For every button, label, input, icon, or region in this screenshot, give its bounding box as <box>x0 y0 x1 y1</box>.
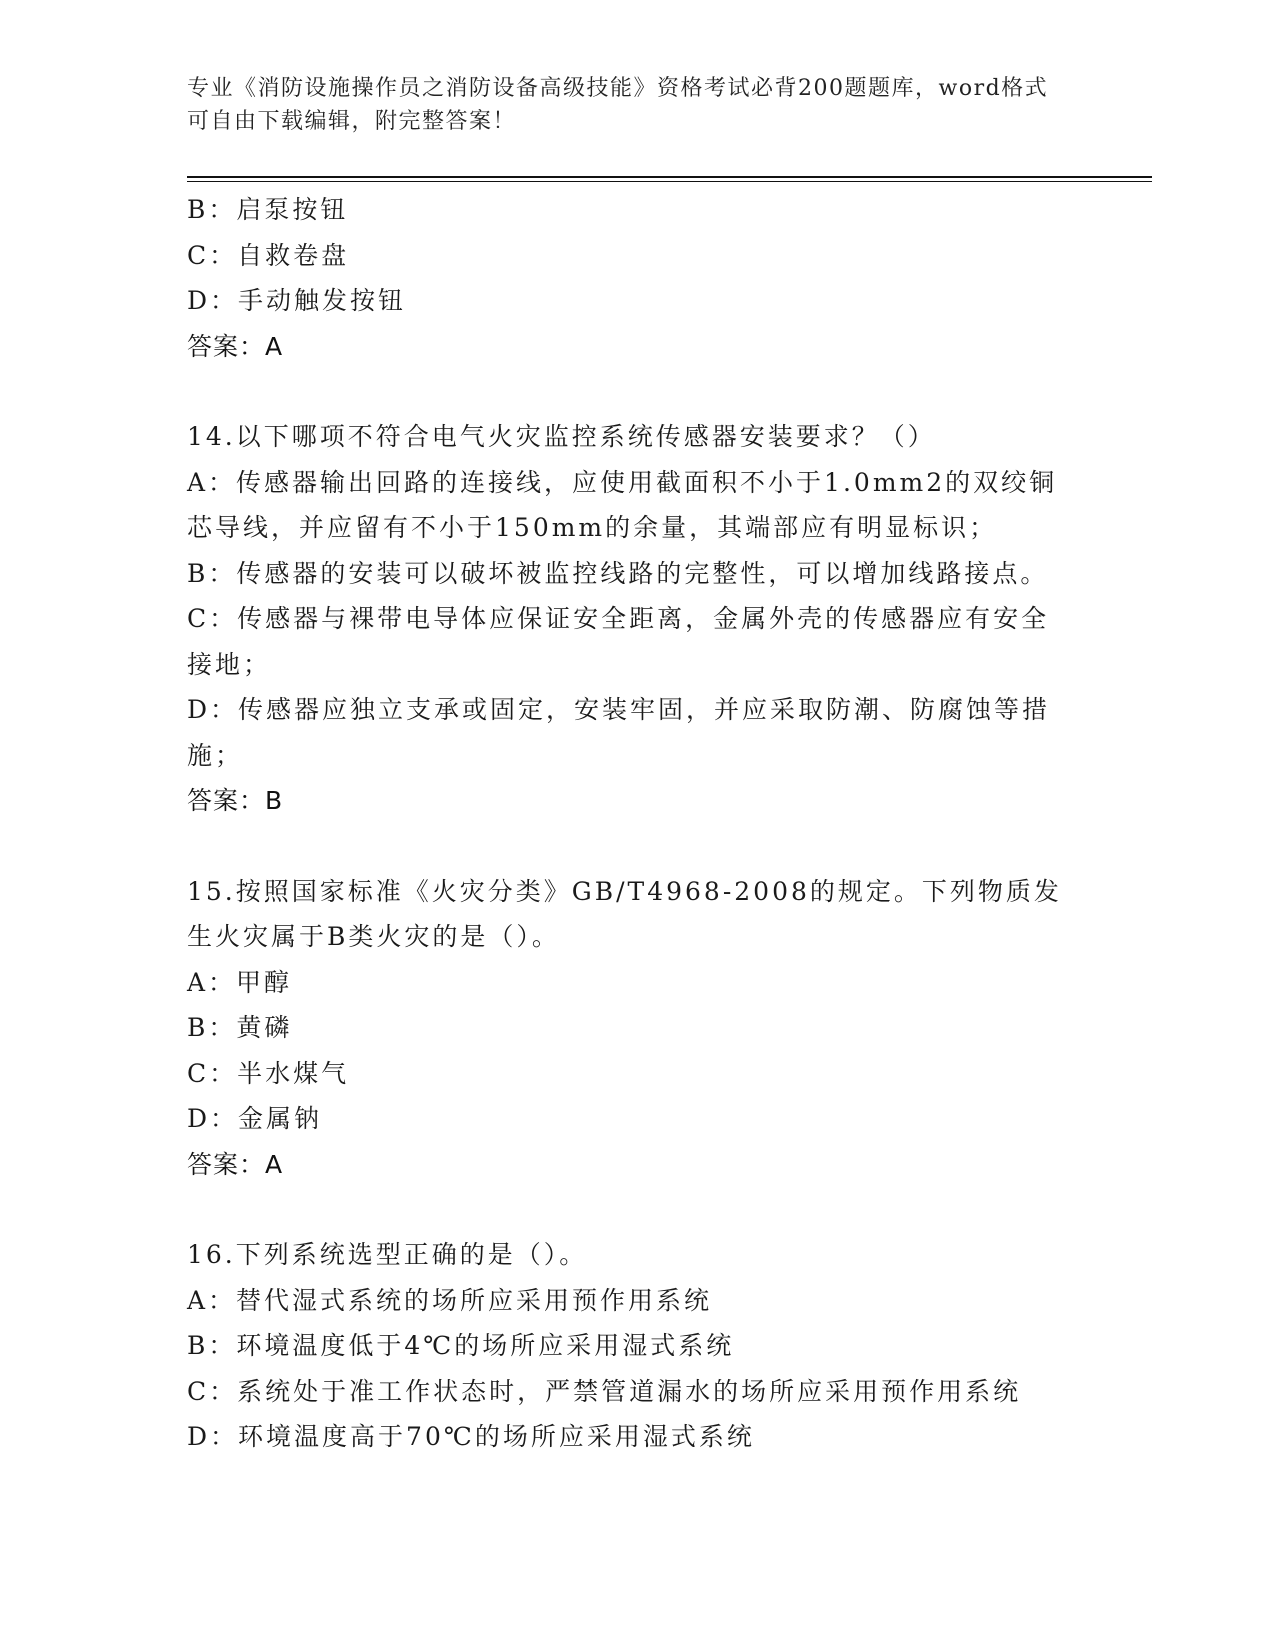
option-d: D：金属钠 <box>187 1104 323 1133</box>
option-a: A：传感器输出回路的连接线，应使用截面积不小于1.0mm2的双绞铜芯导线，并应留有不小于150mm的余量，其端部应有明显标识； <box>187 467 1058 542</box>
spacer <box>187 824 1087 869</box>
option-c: C：传感器与裸带电导体应保证安全距离，金属外壳的传感器应有安全接地； <box>187 604 1050 679</box>
question-16 <box>187 1232 1087 1460</box>
question-stem: 16.下列系统选型正确的是（）。 <box>187 1240 588 1269</box>
answer-line: 答案：B <box>187 786 284 815</box>
question-stem: 15.按照国家标准《火灾分类》GB/T4968-2008的规定。下列物质发生火灾属于B类火灾的是（）。 <box>187 876 1062 951</box>
spacer <box>187 369 1087 414</box>
option-a: A：甲醇 <box>187 967 293 997</box>
option-b: B：传感器的安装可以破坏被监控线路的完整性，可以增加线路接点。 <box>187 558 1049 588</box>
header-divider-thick <box>187 176 1152 178</box>
option-d: D：环境温度高于70℃的场所应采用湿式系统 <box>187 1422 755 1451</box>
option-d: D：传感器应独立支承或固定，安装牢固，并应采取防潮、防腐蚀等措施； <box>187 695 1051 770</box>
question-13-tail <box>187 187 1087 369</box>
option-d: D：手动触发按钮 <box>187 286 407 315</box>
option-b: B：黄磷 <box>187 1013 293 1042</box>
option-b: B：启泵按钮 <box>187 195 349 224</box>
answer-line: 答案：A <box>187 331 284 361</box>
question-14 <box>187 414 1087 824</box>
option-c: C：系统处于准工作状态时，严禁管道漏水的场所应采用预作用系统 <box>187 1376 1022 1406</box>
document-header: 专业《消防设施操作员之消防设备高级技能》资格考试必背200题题库，word格式可自由下载编辑，附完整答案！ <box>187 76 1049 134</box>
option-c: C：半水煤气 <box>187 1058 350 1088</box>
option-b: B：环境温度低于4℃的场所应采用湿式系统 <box>187 1331 735 1360</box>
document-body <box>187 187 1087 1460</box>
spacer <box>187 1187 1087 1232</box>
header-divider-thin <box>187 181 1152 182</box>
answer-line: 答案：A <box>187 1149 284 1179</box>
question-stem: 14.以下哪项不符合电气火灾监控系统传感器安装要求？（） <box>187 422 936 451</box>
question-15 <box>187 869 1087 1188</box>
option-c: C：自救卷盘 <box>187 240 350 270</box>
option-a: A：替代湿式系统的场所应采用预作用系统 <box>187 1285 713 1315</box>
